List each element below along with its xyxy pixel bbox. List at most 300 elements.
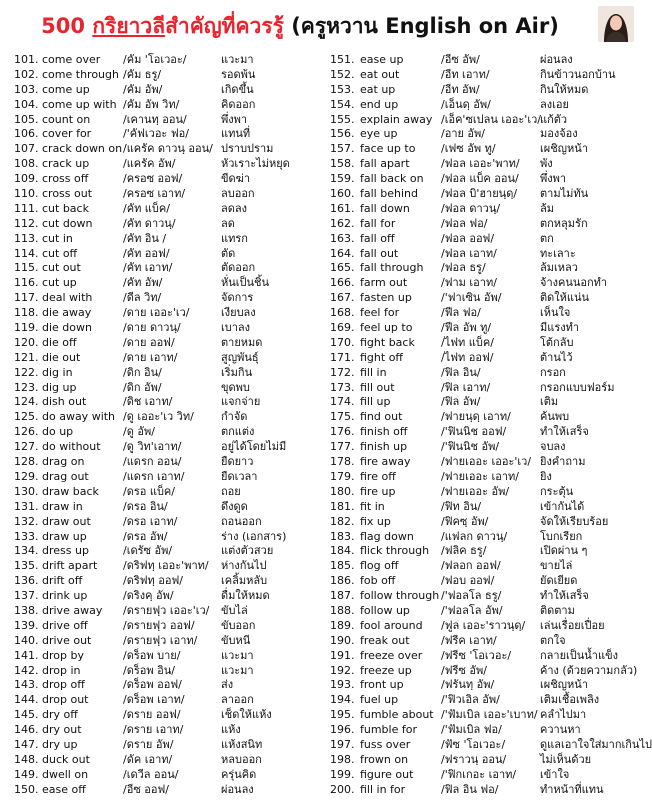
entry-number: 147. [14, 737, 39, 751]
entry-number: 123. [14, 380, 39, 394]
list-item [320, 336, 640, 351]
thai-meaning: จัดการ [221, 291, 254, 305]
entry-number: 183. [330, 529, 355, 543]
thai-meaning: มองจ้อง [540, 127, 578, 141]
phrasal-verb: fall back on [360, 172, 424, 186]
entry-number: 109. [14, 172, 39, 186]
entry-number: 117. [14, 291, 39, 305]
thai-meaning: ขายไล่ [540, 559, 573, 573]
phrasal-verb: ease off [42, 782, 86, 796]
list-item [320, 366, 640, 381]
thai-meaning: โบกเรียก [540, 529, 583, 543]
pronunciation: /ฟิล อัพ/ [441, 395, 481, 409]
thai-meaning: ตายหมด [221, 335, 263, 349]
phrasal-verb: drift off [42, 574, 83, 588]
list-item [0, 470, 320, 485]
pronunciation: /ดรอ เอาท/ [123, 514, 178, 528]
list-item [0, 768, 320, 783]
phrasal-verb: come over [42, 53, 101, 66]
phrasal-verb: die out [42, 350, 81, 364]
entry-number: 110. [14, 187, 39, 201]
entry-number: 169. [330, 321, 355, 335]
pronunciation: /ฟอล ธรู/ [441, 261, 486, 275]
page-title [10, 6, 590, 46]
phrasal-verb: frown on [360, 752, 409, 766]
pronunciation: /แดรก เอาท/ [123, 469, 185, 483]
phrasal-verb: follow through [360, 589, 440, 603]
thai-meaning: เล่นเรื่อยเปื่อย [540, 618, 605, 632]
thai-meaning: พึ่งพา [221, 112, 248, 126]
list-item [320, 783, 640, 798]
entry-number: 140. [14, 633, 39, 647]
thai-meaning: โต้กลับ [540, 335, 574, 349]
pronunciation: /ดร็อพ ออฟ/ [123, 678, 182, 692]
list-item [320, 202, 640, 217]
entry-number: 105. [14, 112, 39, 126]
thai-meaning: เช็ดให้แห้ง [221, 708, 272, 722]
phrasal-verb: fasten up [360, 291, 412, 305]
list-item [320, 768, 640, 783]
pronunciation: /อีท เอาท/ [441, 67, 490, 81]
entry-number: 186. [330, 574, 355, 588]
phrasal-verb: ease up [360, 53, 404, 66]
entry-number: 171. [330, 350, 355, 364]
pronunciation: /คัท เอาท/ [123, 261, 173, 275]
pronunciation: /ฟิท อิน/ [441, 499, 482, 513]
phrasal-verb: eat up [360, 82, 396, 96]
phrasal-verb: die down [42, 321, 92, 335]
pronunciation: /'ฟอลโล อัพ/ [441, 603, 503, 617]
phrasal-verb: fill out [360, 380, 395, 394]
entry-number: 106. [14, 127, 39, 141]
phrasal-verb: fix up [360, 514, 391, 528]
phrasal-verb: dry off [42, 708, 78, 722]
entry-number: 172. [330, 365, 355, 379]
thai-meaning: ดูแลเอาใจใส่มากเกินไป [540, 737, 652, 751]
thai-meaning: ค้าง (ด้วยความกลัว) [540, 663, 638, 677]
list-item [0, 723, 320, 738]
thai-meaning: ต้านไว้ [540, 350, 573, 364]
entry-number: 157. [330, 142, 355, 156]
entry-number: 114. [14, 246, 39, 260]
thai-meaning: แทรก [221, 231, 248, 245]
phrasal-verb: dig up [42, 380, 77, 394]
thai-meaning: ทำให้เสร็จ [540, 589, 589, 603]
list-item [0, 381, 320, 396]
thai-meaning: ถอย [221, 484, 241, 498]
phrasal-verb: fill up [360, 395, 391, 409]
entry-number: 137. [14, 589, 39, 603]
pronunciation: /ดาย ดาวนฺ/ [123, 321, 181, 335]
entry-number: 131. [14, 499, 39, 513]
phrasal-verb: freeze over [360, 648, 423, 662]
thai-meaning: หลบออก [221, 752, 262, 766]
thai-meaning: ติดตาม [540, 603, 575, 617]
list-item [320, 574, 640, 589]
thai-meaning: ค้นพบ [540, 410, 570, 424]
pronunciation: /ฟอล เออะ'พาท/ [441, 157, 520, 171]
thai-meaning: สูญพันธุ์ [221, 350, 259, 364]
phrasal-verb: come through [42, 67, 119, 81]
pronunciation: /คัท แบ็ค/ [123, 201, 170, 215]
entry-number: 122. [14, 365, 39, 379]
phrasal-verb: deal with [42, 291, 93, 305]
entry-number: 163. [330, 231, 355, 245]
entry-number: 103. [14, 82, 39, 96]
phrasal-verb: drive away [42, 603, 103, 617]
entry-number: 102. [14, 67, 39, 81]
thai-meaning: แวะมา [221, 663, 254, 677]
list-item [320, 440, 640, 455]
phrasal-verb: crack up [42, 157, 90, 171]
list-item [0, 127, 320, 142]
thai-meaning: กำจัด [221, 410, 248, 424]
phrasal-verb: fuel up [360, 693, 399, 707]
pronunciation: /อาย อัพ/ [441, 127, 485, 141]
pronunciation: /ฟอล เอาท/ [441, 246, 497, 260]
pronunciation: /แดรก ออน/ [123, 455, 182, 469]
phrasal-verb: fool around [360, 618, 423, 632]
phrasal-verb: die away [42, 306, 92, 320]
phrasal-verb: dwell on [42, 767, 89, 781]
phrasal-verb: fall behind [360, 187, 418, 201]
phrasal-verb: fall through [360, 261, 424, 275]
list-item [320, 500, 640, 515]
pronunciation: /ฟราวนฺ ออน/ [441, 752, 507, 766]
thai-meaning: แก้ตัว [540, 112, 568, 126]
entry-number: 149. [14, 767, 39, 781]
phrasal-verb: drop by [42, 648, 84, 662]
pronunciation: /ฟอล ออฟ/ [441, 231, 495, 245]
list-item [320, 381, 640, 396]
pronunciation: /'ฟอลโล ธรู/ [441, 589, 502, 603]
entry-number: 199. [330, 767, 355, 781]
thai-meaning: กินให้หมด [540, 82, 589, 96]
entry-number: 138. [14, 603, 39, 617]
phrasal-verb: crack down on [42, 142, 123, 156]
pronunciation: /คัม 'โอเวอะ/ [123, 53, 187, 66]
entry-number: 193. [330, 678, 355, 692]
pronunciation: /ดู วิท'เอาท/ [123, 440, 182, 454]
phrasal-verb: draw out [42, 514, 91, 528]
thai-meaning: ทำให้เสร็จ [540, 425, 589, 439]
pronunciation: /ดีล วิท/ [123, 291, 162, 305]
thai-meaning: ตกหลุมรัก [540, 216, 588, 230]
thai-meaning: เปิดผ่าน ๆ [540, 544, 588, 558]
pronunciation: /แครัค อัพ/ [123, 157, 176, 171]
entry-number: 168. [330, 306, 355, 320]
thai-meaning: กลายเป็นน้ำแข็ง [540, 648, 618, 662]
entry-number: 190. [330, 633, 355, 647]
thai-meaning: อยู่ได้โดยไม่มี [221, 440, 287, 454]
phrasal-verb: dry out [42, 723, 82, 737]
thai-meaning: ทะเลาะ [540, 246, 576, 260]
entry-number: 130. [14, 484, 39, 498]
pronunciation: /ฟอล บิ'ฮายนฺดฺ/ [441, 187, 518, 201]
thai-meaning: จบลง [540, 440, 566, 454]
pronunciation: /เดรัซ อัพ/ [123, 544, 173, 558]
phrasal-verb: fall off [360, 231, 395, 245]
thai-meaning: จ้างคนนอกทำ [540, 276, 608, 290]
thai-meaning: แจกจ่าย [221, 395, 261, 409]
phrasal-verb: fall out [360, 246, 399, 260]
pronunciation: /ฟัซ 'โอเวอะ/ [441, 737, 506, 751]
entry-number: 166. [330, 276, 355, 290]
pronunciation: /ครอซ ออฟ/ [123, 172, 183, 186]
entry-number: 111. [14, 201, 39, 215]
entry-number: 192. [330, 663, 355, 677]
list-item [0, 187, 320, 202]
pronunciation: /ฟอล แบ็ค ออน/ [441, 172, 519, 186]
entry-number: 146. [14, 723, 39, 737]
list-item [0, 410, 320, 425]
pronunciation: /ดรายฟฺว ออฟ/ [123, 618, 195, 632]
thai-meaning: เติม [540, 395, 559, 409]
entry-number: 120. [14, 335, 39, 349]
thai-meaning: ยัดเยียด [540, 574, 578, 588]
entry-number: 121. [14, 350, 39, 364]
list-item [320, 649, 640, 664]
list-item [320, 485, 640, 500]
list-item [0, 559, 320, 574]
entry-number: 148. [14, 752, 39, 766]
pronunciation: /เอ็ค'ซเปลน เออะ'เว/ [441, 112, 541, 126]
entry-number: 141. [14, 648, 39, 662]
list-item [0, 619, 320, 634]
pronunciation: /ฟรีค เอาท/ [441, 633, 497, 647]
pronunciation: /'ฟิวเอิล อัพ/ [441, 693, 500, 707]
thai-meaning: เบาลง [221, 321, 251, 335]
entry-number: 158. [330, 157, 355, 171]
phrasal-verb: dress up [42, 544, 89, 558]
entry-number: 142. [14, 663, 39, 677]
list-item [320, 68, 640, 83]
list-item [0, 485, 320, 500]
phrasal-verb: cross out [42, 187, 93, 201]
pronunciation: /อีซ ออฟ/ [123, 782, 169, 796]
thai-meaning: ลบออก [221, 187, 255, 201]
phrasal-verb: do away with [42, 410, 116, 424]
list-item [320, 619, 640, 634]
phrasal-verb: fob off [360, 574, 396, 588]
list-item [0, 395, 320, 410]
list-item [0, 98, 320, 113]
list-item [0, 261, 320, 276]
pronunciation: /คัท ดาวนฺ/ [123, 216, 176, 230]
entry-number: 167. [330, 291, 355, 305]
pronunciation: /ดราย เอาท/ [123, 723, 184, 737]
pronunciation: /ฟีล ฟอ/ [441, 306, 481, 320]
phrasal-verb: finish off [360, 425, 408, 439]
list-item [0, 515, 320, 530]
list-item [0, 649, 320, 664]
list-item [0, 708, 320, 723]
phrasal-verb: fumble about [360, 708, 434, 722]
list-item [320, 544, 640, 559]
thai-meaning: ตกใจ [540, 633, 566, 647]
pronunciation: /คัม อัพ/ [123, 82, 163, 96]
title-rest: สำคัญที่ควรรู้ [165, 14, 284, 38]
thai-meaning: ขุดพบ [221, 380, 250, 394]
pronunciation: /ดร็อพ บาย/ [123, 648, 181, 662]
list-item [0, 336, 320, 351]
entry-number: 170. [330, 335, 355, 349]
list-item [320, 321, 640, 336]
thai-meaning: กระตุ้น [540, 484, 574, 498]
phrasal-verb: fire off [360, 469, 396, 483]
thai-meaning: แห้งสนิท [221, 737, 263, 751]
entry-number: 194. [330, 693, 355, 707]
entry-number: 175. [330, 410, 355, 424]
list-item [0, 738, 320, 753]
pronunciation: /ดิก อิน/ [123, 365, 162, 379]
list-item [320, 410, 640, 425]
pronunciation: /ดรอ อัพ/ [123, 529, 168, 543]
thai-meaning: ลงเอย [540, 97, 569, 111]
phrasal-verb: duck out [42, 752, 90, 766]
list-item [320, 276, 640, 291]
thai-meaning: ร่าง (เอกสาร) [221, 529, 287, 543]
list-item [0, 202, 320, 217]
thai-meaning: หัวเราะไม่หยุด [221, 157, 290, 171]
entry-number: 152. [330, 67, 355, 81]
thai-meaning: แทนที่ [221, 127, 251, 141]
list-item [0, 604, 320, 619]
pronunciation: /เฟซ อัพ ทู/ [441, 142, 496, 156]
pronunciation: /ดาย เออะ'เว/ [123, 306, 190, 320]
thai-meaning: ขีดฆ่า [221, 172, 251, 186]
phrasal-verb: dish out [42, 395, 87, 409]
thai-meaning: ขับไล่ [221, 603, 248, 617]
list-item [320, 664, 640, 679]
phrasal-verb: do without [42, 440, 101, 454]
thai-meaning: เข้ากันได้ [540, 499, 585, 513]
list-item [320, 470, 640, 485]
list-item [320, 232, 640, 247]
entry-number: 181. [330, 499, 355, 513]
thai-meaning: เกิดขึ้น [221, 82, 254, 96]
thai-meaning: หั่นเป็นชิ้น [221, 276, 270, 290]
pronunciation: /แฟลก ดาวนฺ/ [441, 529, 508, 543]
thai-meaning: ปราบปราม [221, 142, 274, 156]
phrasal-verb: drift apart [42, 559, 98, 573]
pronunciation: /ดริงคฺ อัพ/ [123, 589, 174, 603]
pronunciation: /ฟิคซฺ อัพ/ [441, 514, 489, 528]
entry-number: 136. [14, 574, 39, 588]
entry-number: 132. [14, 514, 39, 528]
thai-meaning: ลด [221, 216, 235, 230]
thai-meaning: เผชิญหน้า [540, 678, 588, 692]
list-item [320, 455, 640, 470]
phrasal-verb: figure out [360, 767, 414, 781]
list-item [0, 440, 320, 455]
list-item [0, 351, 320, 366]
pronunciation: /ฟายเออะ เออะ'เว/ [441, 455, 532, 469]
phrasal-verb: drop out [42, 693, 89, 707]
phrasal-verb: drink up [42, 589, 88, 603]
thai-meaning: ขับออก [221, 618, 256, 632]
thai-meaning: รอดพ้น [221, 67, 256, 81]
phrasal-verb: draw in [42, 499, 83, 513]
list-item [320, 172, 640, 187]
thai-meaning: ตกแต่ง [221, 425, 255, 439]
phrasal-verb: count on [42, 112, 91, 126]
phrasal-verb: fumble for [360, 723, 417, 737]
entry-number: 104. [14, 97, 39, 111]
thai-meaning: ยิง [540, 469, 552, 483]
pronunciation: /'ฟินนิช อัพ/ [441, 440, 500, 454]
pronunciation: /ฟรีซ อัพ/ [441, 663, 487, 677]
phrasal-verb: draw back [42, 484, 99, 498]
entry-number: 129. [14, 469, 39, 483]
list-item [320, 247, 640, 262]
list-item [320, 708, 640, 723]
thai-meaning: เงียบลง [221, 306, 256, 320]
entry-number: 145. [14, 708, 39, 722]
entry-number: 153. [330, 82, 355, 96]
pronunciation: /คัท อัพ/ [123, 276, 163, 290]
entry-number: 127. [14, 440, 39, 454]
header [0, 0, 640, 52]
thai-meaning: เห็นใจ [540, 306, 571, 320]
entry-number: 184. [330, 544, 355, 558]
pronunciation: /ดราย อัพ/ [123, 737, 174, 751]
thai-meaning: ล้ม [540, 201, 554, 215]
pronunciation: /'ฟัมเบิล ฟอ/ [441, 723, 502, 737]
thai-meaning: ลาออก [221, 693, 254, 707]
entry-number: 133. [14, 529, 39, 543]
thai-meaning: มีแรงทำ [540, 321, 580, 335]
pronunciation: /ดัค เอาท/ [123, 752, 173, 766]
list-item [0, 321, 320, 336]
thai-meaning: เคลิ้มหลับ [221, 574, 268, 588]
list-item [320, 753, 640, 768]
pronunciation: /ฟาม เอาท/ [441, 276, 497, 290]
phrasal-verb: freeze up [360, 663, 412, 677]
pronunciation: /ฟายเออะ เอาท/ [441, 469, 519, 483]
list-item [0, 306, 320, 321]
thai-meaning: ควานหา [540, 723, 581, 737]
pronunciation: /ดาย เอาท/ [123, 350, 178, 364]
entry-number: 200. [330, 782, 355, 796]
thai-meaning: ตัด [221, 246, 236, 260]
list-item [0, 157, 320, 172]
entry-number: 119. [14, 321, 39, 335]
entry-number: 143. [14, 678, 39, 692]
entry-number: 165. [330, 261, 355, 275]
entry-number: 177. [330, 440, 355, 454]
list-item [0, 455, 320, 470]
list-item [320, 678, 640, 693]
entry-number: 118. [14, 306, 39, 320]
entry-number: 198. [330, 752, 355, 766]
pronunciation: /ดรายฟฺว เออะ'เว/ [123, 603, 210, 617]
list-item [0, 678, 320, 693]
entry-number: 188. [330, 603, 355, 617]
phrasal-verb: front up [360, 678, 404, 692]
phrasal-verb: dry up [42, 737, 78, 751]
pronunciation: /อีท อัพ/ [441, 82, 480, 96]
pronunciation: /ดริฟทฺ เออะ'พาท/ [123, 559, 209, 573]
entry-number: 174. [330, 395, 355, 409]
phrasal-verb: eat out [360, 67, 400, 81]
list-item [0, 83, 320, 98]
list-item [320, 737, 652, 753]
list-item [320, 261, 640, 276]
list-item [320, 515, 640, 530]
pronunciation: /คัท อิน / [123, 231, 167, 245]
pronunciation: /ดาย ออฟ/ [123, 335, 175, 349]
